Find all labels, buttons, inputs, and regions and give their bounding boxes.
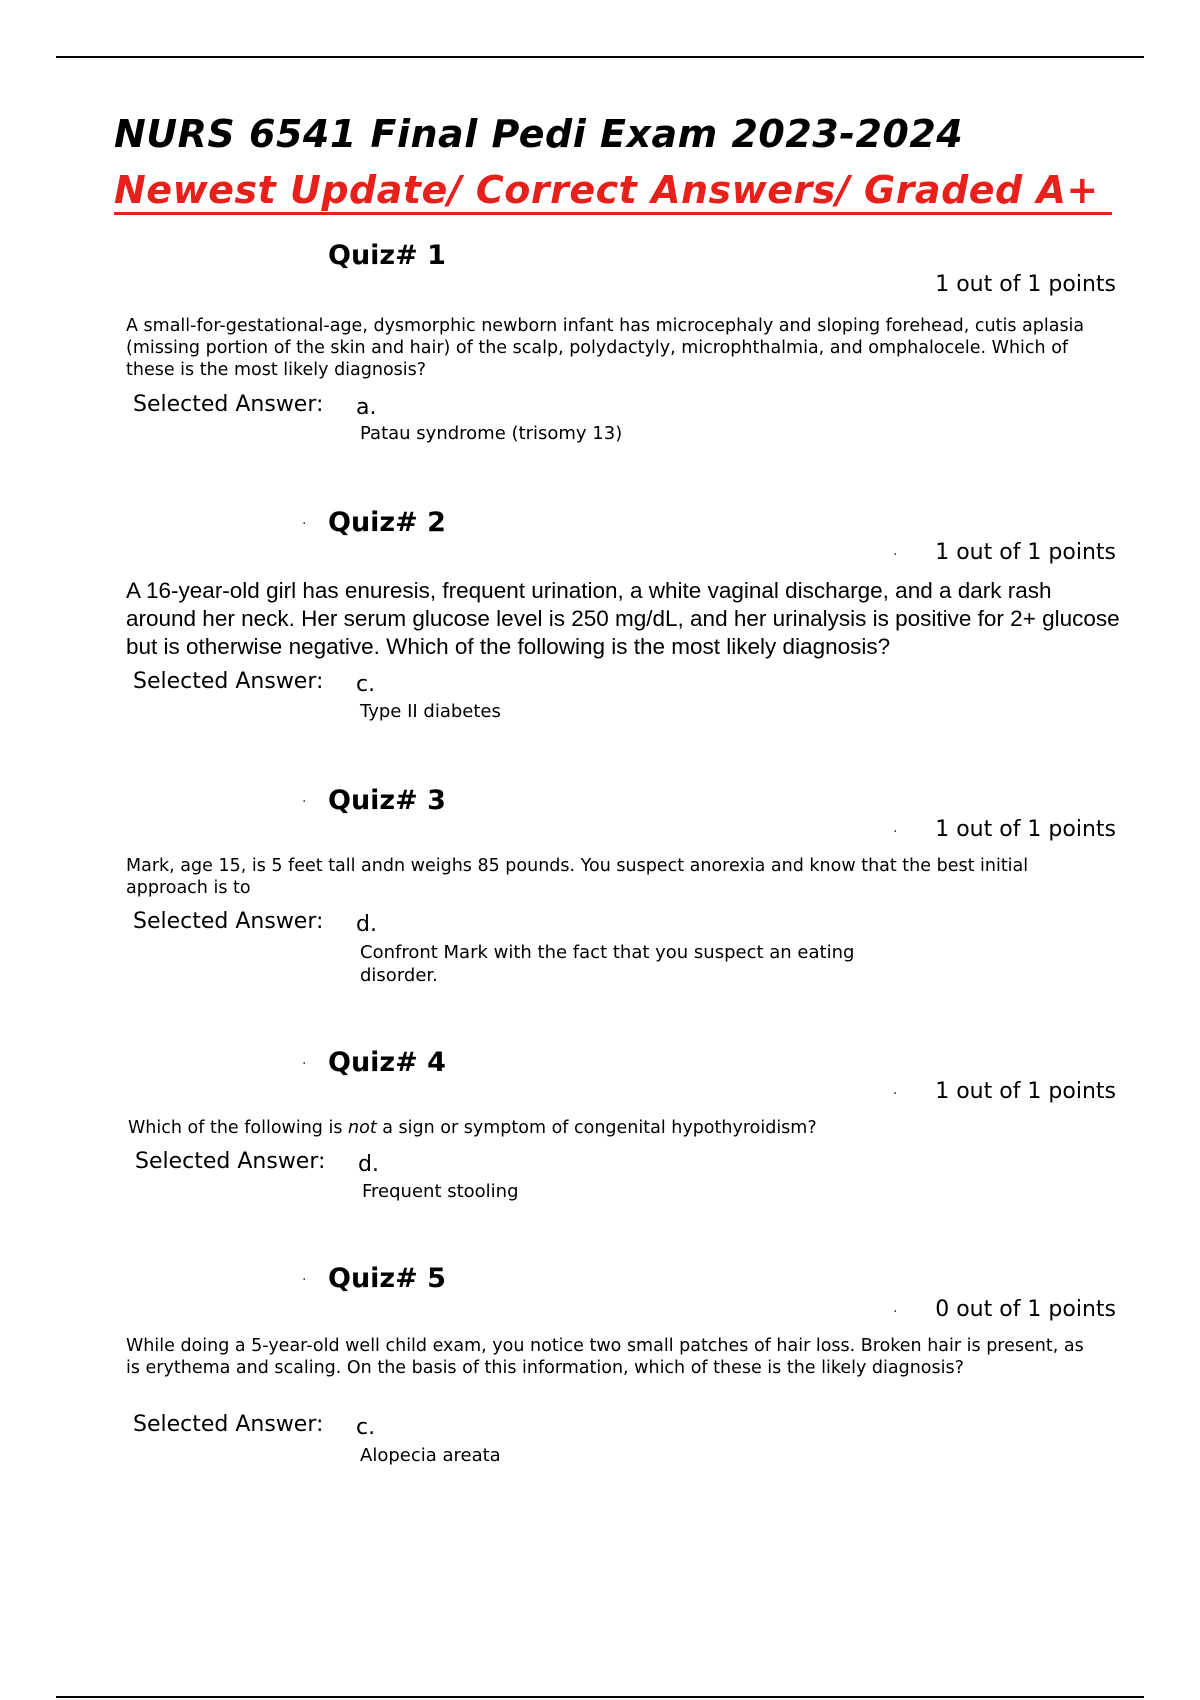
selected-answer-label: Selected Answer: xyxy=(135,1149,326,1174)
selected-answer-letter: a. xyxy=(356,395,377,420)
quiz-title: Quiz# 1 xyxy=(328,240,446,271)
selected-answer-letter: c. xyxy=(356,1415,376,1440)
quiz-question: A 16-year-old girl has enuresis, frequent urination, a white vaginal discharge, and a dark rash around her neck. Her serum glucose level is 250 mg/dL, and her urinalysis is positive for 2+ glucose but is otherwise negative. Which of the following is the most likely diagnosis? xyxy=(126,578,1120,659)
quiz-points: 1 out of 1 points xyxy=(935,540,1116,565)
document-title: NURS 6541 Final Pedi Exam 2023-2024 xyxy=(114,112,964,156)
selected-answer-letter: c. xyxy=(356,672,376,697)
quiz-title: Quiz# 2 xyxy=(328,507,446,538)
quiz-question xyxy=(128,1117,1088,1139)
selected-answer-label: Selected Answer: xyxy=(133,669,324,694)
selected-answer-label: Selected Answer: xyxy=(133,1412,324,1437)
quiz-question: While doing a 5-year-old well child exam, you notice two small patches of hair loss. Broken hair is present, as is erythema and scaling. On the basis of this information, which of these is the likely diagnosis? xyxy=(126,1336,1084,1378)
question-text-emphasis: not xyxy=(348,1118,377,1138)
bullet-icon: · xyxy=(302,516,307,532)
bullet-icon: · xyxy=(893,547,898,563)
question-text-post: a sign or symptom of congenital hypothyroidism? xyxy=(376,1118,817,1138)
bullet-icon: · xyxy=(302,794,307,810)
selected-answer-text: Confront Mark with the fact that you suspect an eating disorder. xyxy=(360,942,855,986)
selected-answer-label: Selected Answer: xyxy=(133,909,324,934)
question-text-pre: Which of the following is xyxy=(128,1118,349,1138)
quiz-points: 1 out of 1 points xyxy=(935,1079,1116,1104)
document-subtitle: Newest Update/ Correct Answers/ Graded A+ xyxy=(114,168,1099,212)
selected-answer-letter: d. xyxy=(356,912,377,937)
selected-answer-text: Alopecia areata xyxy=(360,1445,501,1466)
selected-answer-text: Type II diabetes xyxy=(360,701,501,722)
selected-answer-letter: d. xyxy=(358,1152,379,1177)
quiz-title: Quiz# 3 xyxy=(328,785,446,816)
quiz-question: Mark, age 15, is 5 feet tall andn weighs 85 pounds. You suspect anorexia and know that the best initial approach is to xyxy=(126,856,1029,898)
subtitle-underline xyxy=(114,212,1112,215)
quiz-title: Quiz# 5 xyxy=(328,1263,446,1294)
selected-answer-label: Selected Answer: xyxy=(133,392,324,417)
bottom-rule xyxy=(56,1696,1144,1698)
quiz-points: 1 out of 1 points xyxy=(935,817,1116,842)
quiz-question: A small-for-gestational-age, dysmorphic newborn infant has microcephaly and sloping forehead, cutis aplasia (missing portion of the skin and hair) of the scalp, polydactyly, microphthalmia, and omphalocele. Which of these is the most likely diagnosis? xyxy=(126,316,1085,380)
quiz-points: 0 out of 1 points xyxy=(935,1297,1116,1322)
quiz-title: Quiz# 4 xyxy=(328,1047,446,1078)
quiz-points: 1 out of 1 points xyxy=(935,272,1116,297)
bullet-icon: · xyxy=(893,1086,898,1102)
top-rule xyxy=(56,56,1144,58)
bullet-icon: · xyxy=(302,1056,307,1072)
selected-answer-text: Patau syndrome (trisomy 13) xyxy=(360,423,623,444)
bullet-icon: · xyxy=(893,1304,898,1320)
bullet-icon: · xyxy=(893,824,898,840)
bullet-icon: · xyxy=(302,1272,307,1288)
selected-answer-text: Frequent stooling xyxy=(362,1181,519,1202)
